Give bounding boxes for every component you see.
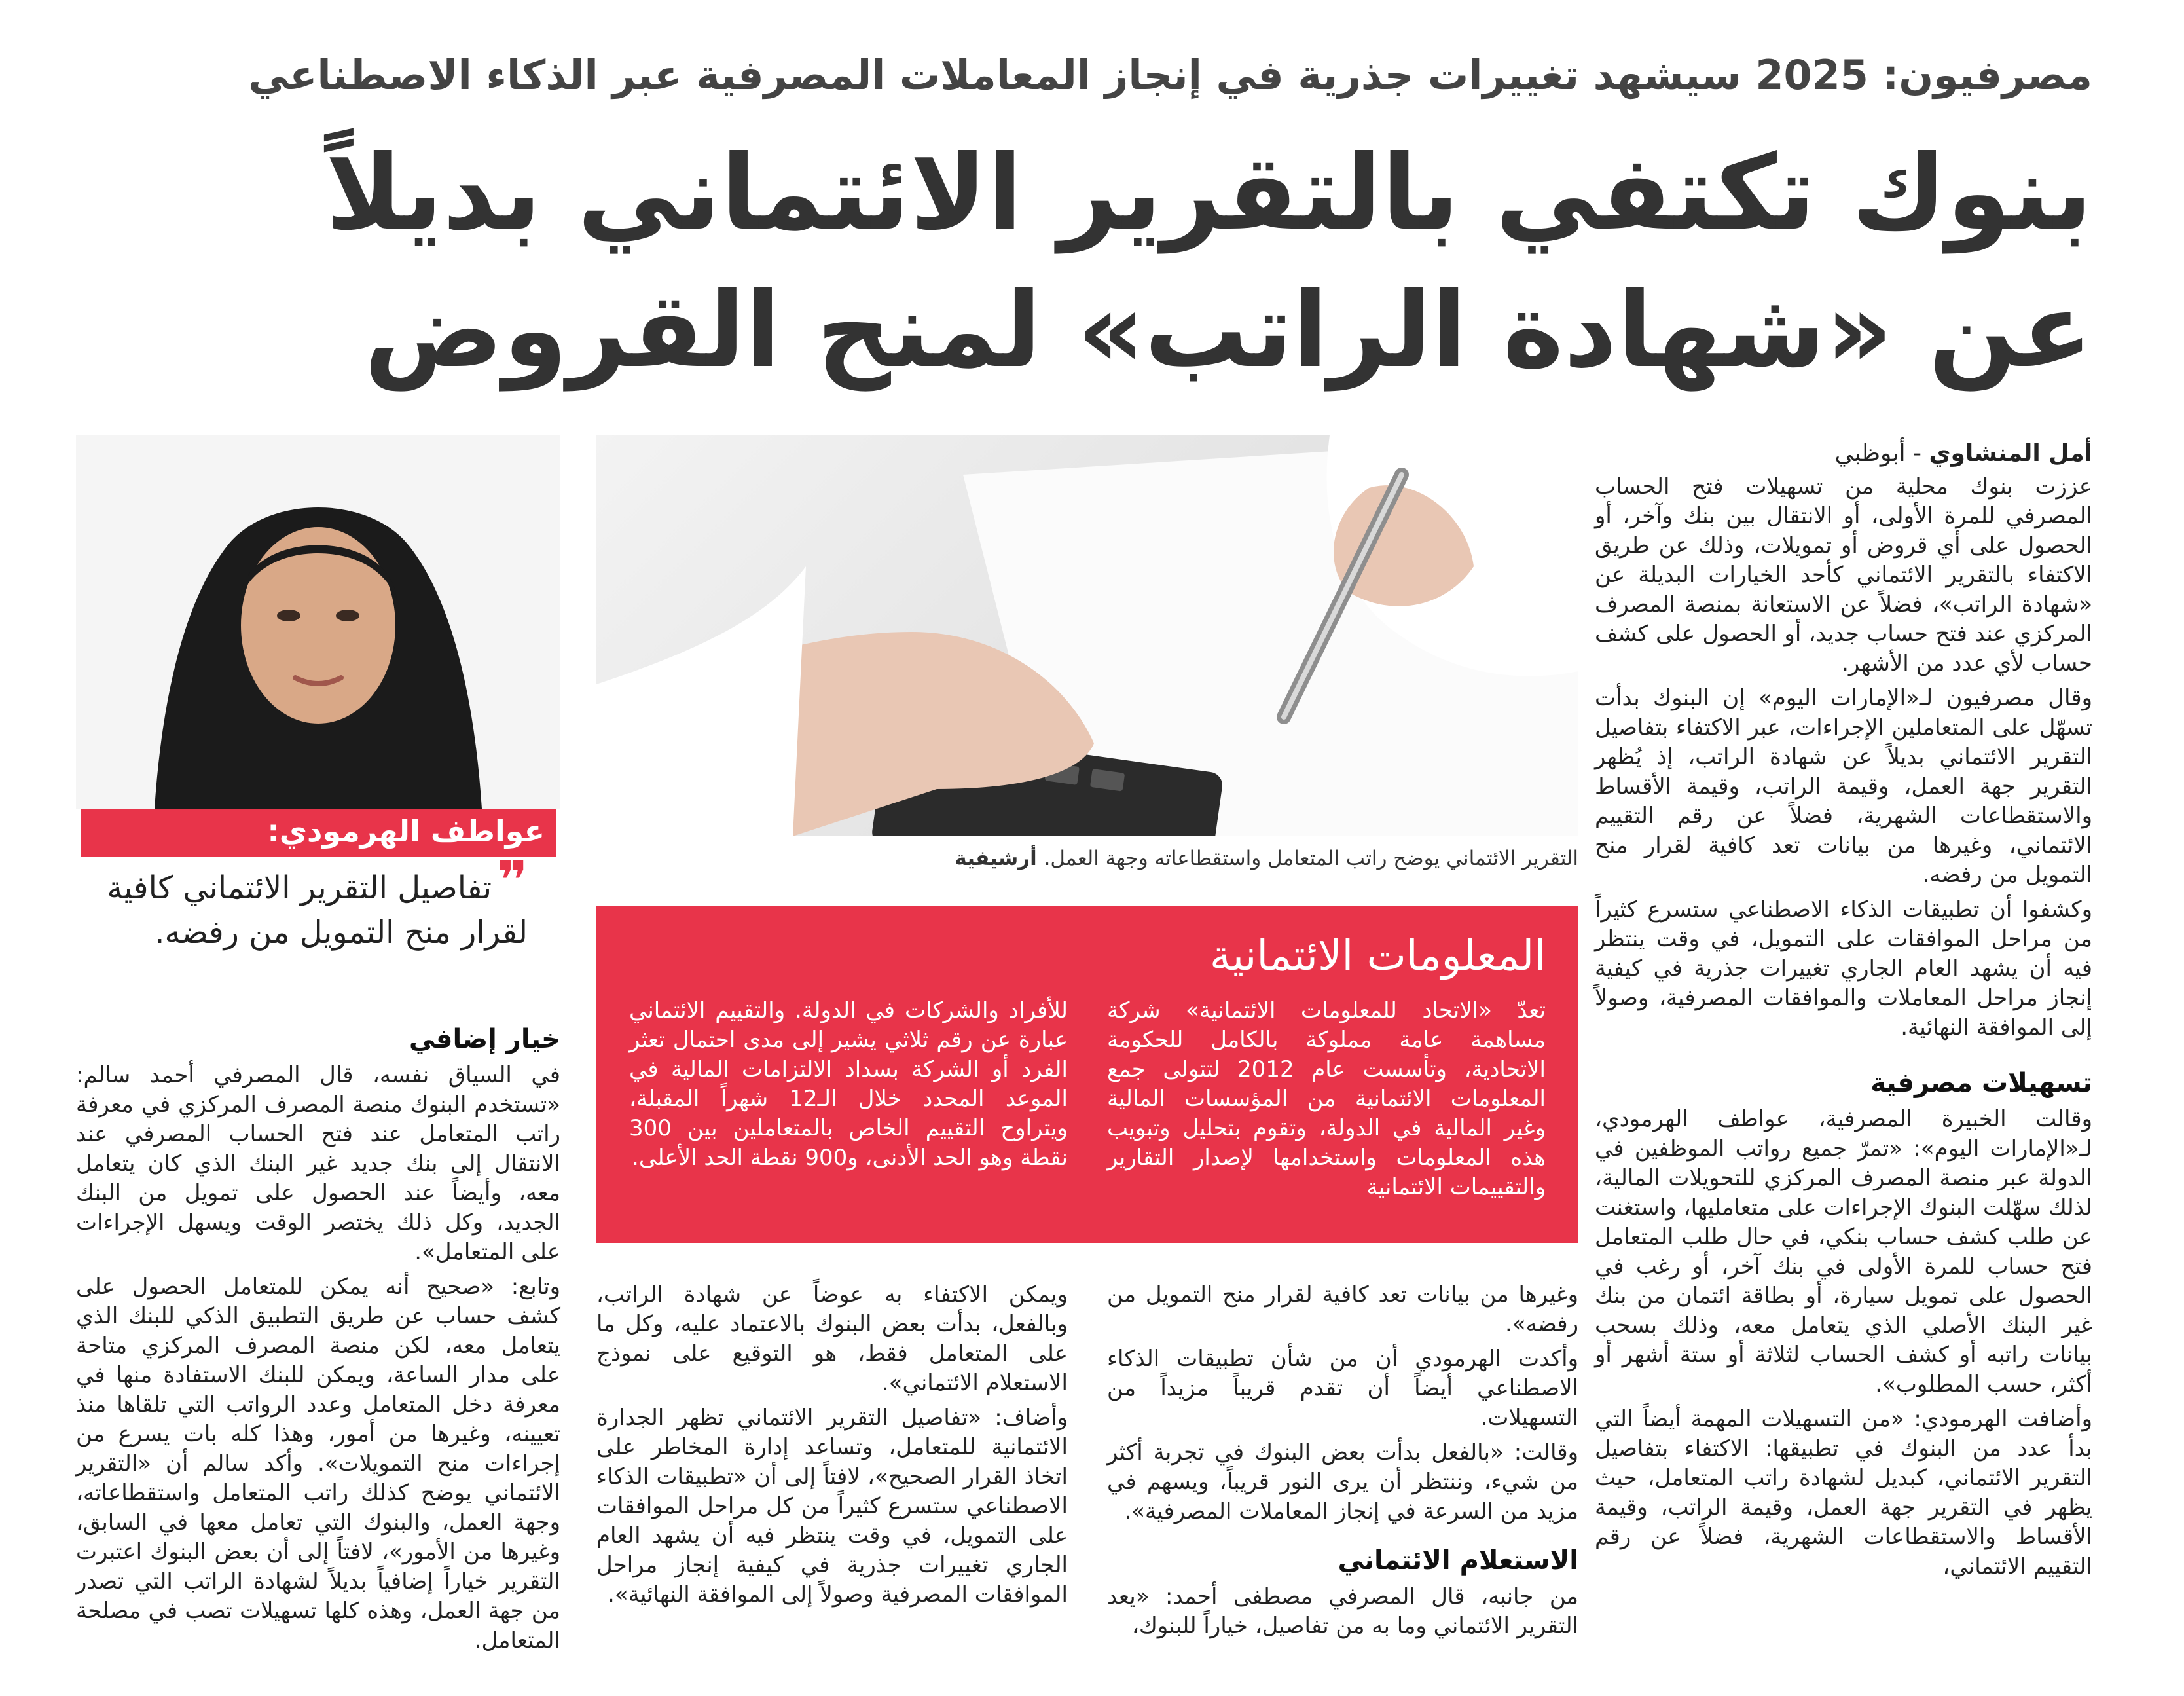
author-location: - أبوظبي <box>1834 440 1929 467</box>
info-box-columns <box>629 996 1546 1202</box>
portrait-illustration <box>76 435 560 809</box>
info-box-text-left: للأفراد والشركات في الدولة. والتقييم الائتماني عبارة عن رقم ثلاثي يشير إلى مدى احتمال تعثر الفرد أو الشركة بسداد الالتزامات المالية في الموعد المحدد خلال الـ12 شهراً المقبلة، ويتراوح التقييم الخاص بالمتعاملين بين 300 نقطة وهو الحد الأدنى، و900 نقطة الحد الأعلى. <box>629 997 1068 1171</box>
info-box-title: المعلومات الائتمانية <box>1209 932 1546 980</box>
paragraph: عززت بنوك محلية من تسهيلات فتح الحساب المصرفي للمرة الأولى، أو الانتقال بين بنك وآخر، أو الحصول على أي قروض أو تمويلات، وذلك عن طريق الاكتفاء بالتقرير الائتماني كأحد الخيارات البديلة عن «شهادة الراتب»، فضلاً عن الاستعانة بمنصة المصرف المركزي عند فتح حساب جديد، أو الحصول على كشف حساب لأي عدد من الأشهر. <box>1595 473 2092 676</box>
paragraph: وأكدت الهرمودي أن من شأن تطبيقات الذكاء الاصطناعي أيضاً أن تقدم قريباً مزيداً من التسهيلات. <box>1107 1346 1578 1431</box>
paragraph: وقال مصرفيون لـ«الإمارات اليوم» إن البنوك بدأت تسهّل على المتعاملين الإجراءات، عبر الاكتفاء بتفاصيل التقرير الائتماني بديلاً عن شهادة الراتب، إذ يُظهر التقرير جهة العمل، وقيمة الراتب، وقيمة الأقساط والاستقطاعات الشهرية، فضلاً عن رقم التقييم الائتماني، وغيرها من بيانات تعد كافية لقرار منح التمويل من رفضه. <box>1595 685 2092 888</box>
column-3 <box>596 1280 1068 1615</box>
headline-line-1: بنوك تكتفي بالتقرير الائتماني بديلاً <box>325 133 2092 253</box>
paragraph: وأضافت الهرمودي: «من التسهيلات المهمة أيضاً التي بدأ عدد من البنوك في تطبيقها: الاكتفاء بتفاصيل التقرير الائتماني، كبديل لشهادة راتب المتعامل، حيث يظهر في التقرير جهة العمل، وقيمة الراتب، وقيمة الأقساط والاستقطاعات الشهرية، فضلاً عن رقم التقييم الائتماني، <box>1595 1406 2092 1579</box>
photo-caption <box>596 847 1578 870</box>
paragraph: وكشفوا أن تطبيقات الذكاء الاصطناعي ستسرع كثيراً من مراحل الموافقات على التمويل، في وقت ينتظر فيه أن يشهد العام الجاري تغييرات جذرية في كيفية إنجاز مراحل المعاملات والموافقات المصرفية، وصولاً إلى الموافقة النهائية. <box>1595 896 2092 1041</box>
quote-name-bar: عواطف الهرمودي: <box>81 809 556 857</box>
column-1 <box>1595 439 2092 1587</box>
paragraph: وقالت: «بالفعل بدأت بعض البنوك في تجربة أكثر من شيء، وننتظر أن يرى النور قريباً، ويسهم في مزيد من السرعة في إنجاز المعاملات المصرفية». <box>1107 1439 1578 1524</box>
paragraph: في السياق نفسه، قال المصرفي أحمد سالم: «تستخدم البنوك منصة المصرف المركزي في معرفة راتب المتعامل عند فتح الحساب المصرفي عند الانتقال إلى بنك جديد غير البنك الذي كان يتعامل معه، وأيضاً عند الحصول على تمويل من البنك الجديد، وكل ذلك يختصر الوقت ويسهل الإجراءات على المتعامل». <box>76 1062 560 1265</box>
paragraph: ويمكن الاكتفاء به عوضاً عن شهادة الراتب، وبالفعل، بدأت بعض البنوك بالاعتماد عليه، وكل ما على المتعامل فقط، هو التوقيع على نموذج الاستعلام الائتماني». <box>596 1281 1068 1396</box>
caption-credit: أرشيفية <box>955 847 1044 870</box>
headline-line-2: عن «شهادة الراتب» لمنح القروض <box>363 270 2092 391</box>
paragraph: وأضاف: «تفاصيل التقرير الائتماني تظهر الجدارة الائتمانية للمتعامل، وتساعد إدارة المخاطر على اتخاذ القرار الصحيح»، لافتاً إلى أن «تطبيقات الذكاء الاصطناعي ستسرع كثيراً من كل مراحل الموافقات على التمويل، في وقت ينتظر فيه أن يشهد العام الجاري تغييرات جذرية في كيفية إنجاز مراحل الموافقات المصرفية وصولاً إلى الموافقة النهائية». <box>596 1405 1068 1608</box>
portrait-photo <box>76 435 560 809</box>
info-box-text-right: تعدّ «الاتحاد للمعلومات الائتمانية» شركة مساهمة عامة مملوكة بالكامل للحكومة الاتحادية، وتأسست عام 2012 لتتولى جمع المعلومات الائتمانية من المؤسسات المالية وغير المالية في الدولة، وتقوم بتحليل وتبويب هذه المعلومات واستخدامها لإصدار التقارير والتقييمات الائتمانية <box>1107 997 1546 1200</box>
paragraph: وقالت الخبيرة المصرفية، عواطف الهرمودي، لـ«الإمارات اليوم»: «تمرّ جميع رواتب الموظفين في الدولة عبر منصة المصرف المركزي للتحويلات المالية، لذلك سهّلت البنوك الإجراءات على متعامليها، واستغنت عن طلب كشف حساب بنكي، في حال طلب المتعامل فتح حساب للمرة الأولى في بنك آخر، أو رغب في الحصول على تمويل سيارة، أو بطاقة ائتمان من بنك غير البنك الأصلي الذي يتعامل معه، وذلك بسحب بيانات راتبه أو كشف الحساب لثلاثة أو ستة أشهر أو أكثر، حسب المطلوب». <box>1595 1106 2092 1397</box>
column-4 <box>76 1025 560 1661</box>
author-name: أمل المنشاوي <box>1929 440 2092 467</box>
subhead: خيار إضافي <box>409 1024 560 1054</box>
subhead: الاستعلام الائتماني <box>1338 1545 1578 1576</box>
pull-quote <box>102 850 528 955</box>
paragraph: وغيرها من بيانات تعد كافية لقرار منح التمويل من رفضه». <box>1107 1281 1578 1337</box>
subhead: تسهيلات مصرفية <box>1870 1068 2092 1098</box>
headline <box>89 124 2092 399</box>
paragraph: من جانبه، قال المصرفي مصطفى أحمد: «يعد التقرير الائتماني وما به من تفاصيل، خياراً للبنوك، <box>1107 1583 1578 1639</box>
calculator-hand-illustration <box>596 435 1578 836</box>
paragraph: وتابع: «صحيح أنه يمكن للمتعامل الحصول على كشف حساب عن طريق التطبيق الذكي للبنك الذي يتعامل معه، لكن منصة المصرف المركزي متاحة على مدار الساعة، ويمكن للبنك الاستفادة منها في معرفة دخل المتعامل وعدد الرواتب التي تلقاها منذ تعيينه، وغيرها من أمور، وهذا كله بات يسرع من إجراءات منح التمويلات». وأكد سالم أن «التقرير الائتماني يوضح كذلك راتب المتعامل واستقطاعاته، وجهة العمل، والبنوك التي تعامل معها في السابق، وغيرها من الأمور»، لافتاً إلى أن بعض البنوك اعتبرت التقرير خياراً إضافياً بديلاً لشهادة الراتب التي تصدر من جهة العمل، وهذه كلها تسهيلات تصب في مصلحة المتعامل. <box>76 1274 560 1653</box>
byline <box>1595 439 2092 468</box>
info-box <box>596 906 1578 1243</box>
caption-text: التقرير الائتماني يوضح راتب المتعامل واستقطاعاته وجهة العمل. <box>1044 847 1578 870</box>
kicker: مصرفيون: 2025 سيشهد تغييرات جذرية في إنجاز المعاملات المصرفية عبر الذكاء الاصطناعي <box>248 51 2092 99</box>
pull-quote-text: تفاصيل التقرير الائتماني كافية لقرار منح التمويل من رفضه. <box>107 870 528 951</box>
main-photo <box>596 435 1578 836</box>
quote-mark-icon: ❞ <box>497 850 528 911</box>
column-2 <box>1107 1280 1578 1646</box>
